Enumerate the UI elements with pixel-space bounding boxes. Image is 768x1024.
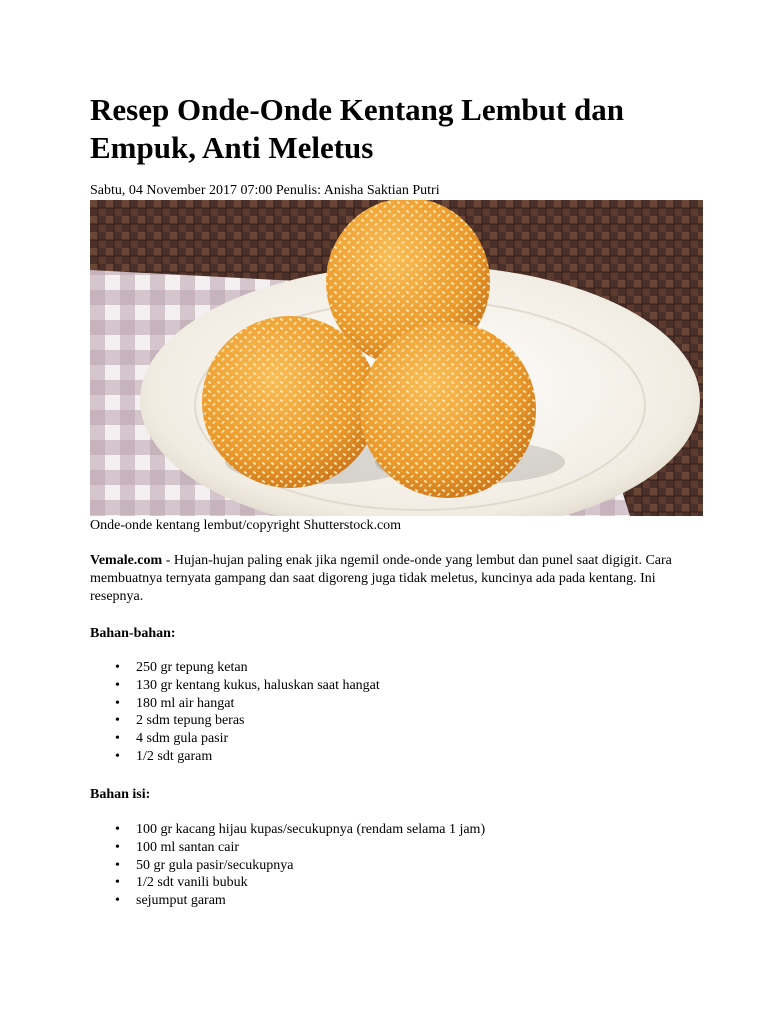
list-item: • sejumput garam xyxy=(90,892,485,910)
filling-list xyxy=(90,821,485,910)
list-item: • 2 sdm tepung beras xyxy=(90,712,380,730)
article-title: Resep Onde-Onde Kentang Lembut dan Empuk, Anti Meletus xyxy=(90,92,624,165)
article-meta: Sabtu, 04 November 2017 07:00 Penulis: Anisha Saktian Putri xyxy=(90,183,440,198)
list-item: • 4 sdm gula pasir xyxy=(90,730,380,748)
list-item: • 50 gr gula pasir/secukupnya xyxy=(90,857,485,875)
ingredients-heading: Bahan-bahan: xyxy=(90,626,176,641)
ingredients-list xyxy=(90,659,380,766)
article-intro xyxy=(90,552,690,606)
intro-source: Vemale.com xyxy=(90,553,163,568)
list-item: • 1/2 sdt vanili bubuk xyxy=(90,874,485,892)
onde-onde-right xyxy=(360,322,536,498)
onde-onde-photo xyxy=(90,200,703,516)
list-item: • 1/2 sdt garam xyxy=(90,748,380,766)
list-item: • 100 ml santan cair xyxy=(90,839,485,857)
intro-text: - Hujan-hujan paling enak jika ngemil onde-onde yang lembut dan punel saat digigit. Cara membuatnya ternyata gampang dan saat digoreng juga tidak meletus, kuncinya ada pada kentang. Ini resepnya. xyxy=(90,553,672,604)
list-item: • 100 gr kacang hijau kupas/secukupnya (rendam selama 1 jam) xyxy=(90,821,485,839)
list-item: • 180 ml air hangat xyxy=(90,695,380,713)
filling-heading: Bahan isi: xyxy=(90,787,151,802)
onde-onde-left xyxy=(202,316,378,488)
list-item: • 250 gr tepung ketan xyxy=(90,659,380,677)
list-item: • 130 gr kentang kukus, haluskan saat hangat xyxy=(90,677,380,695)
image-caption: Onde-onde kentang lembut/copyright Shutterstock.com xyxy=(90,518,402,533)
